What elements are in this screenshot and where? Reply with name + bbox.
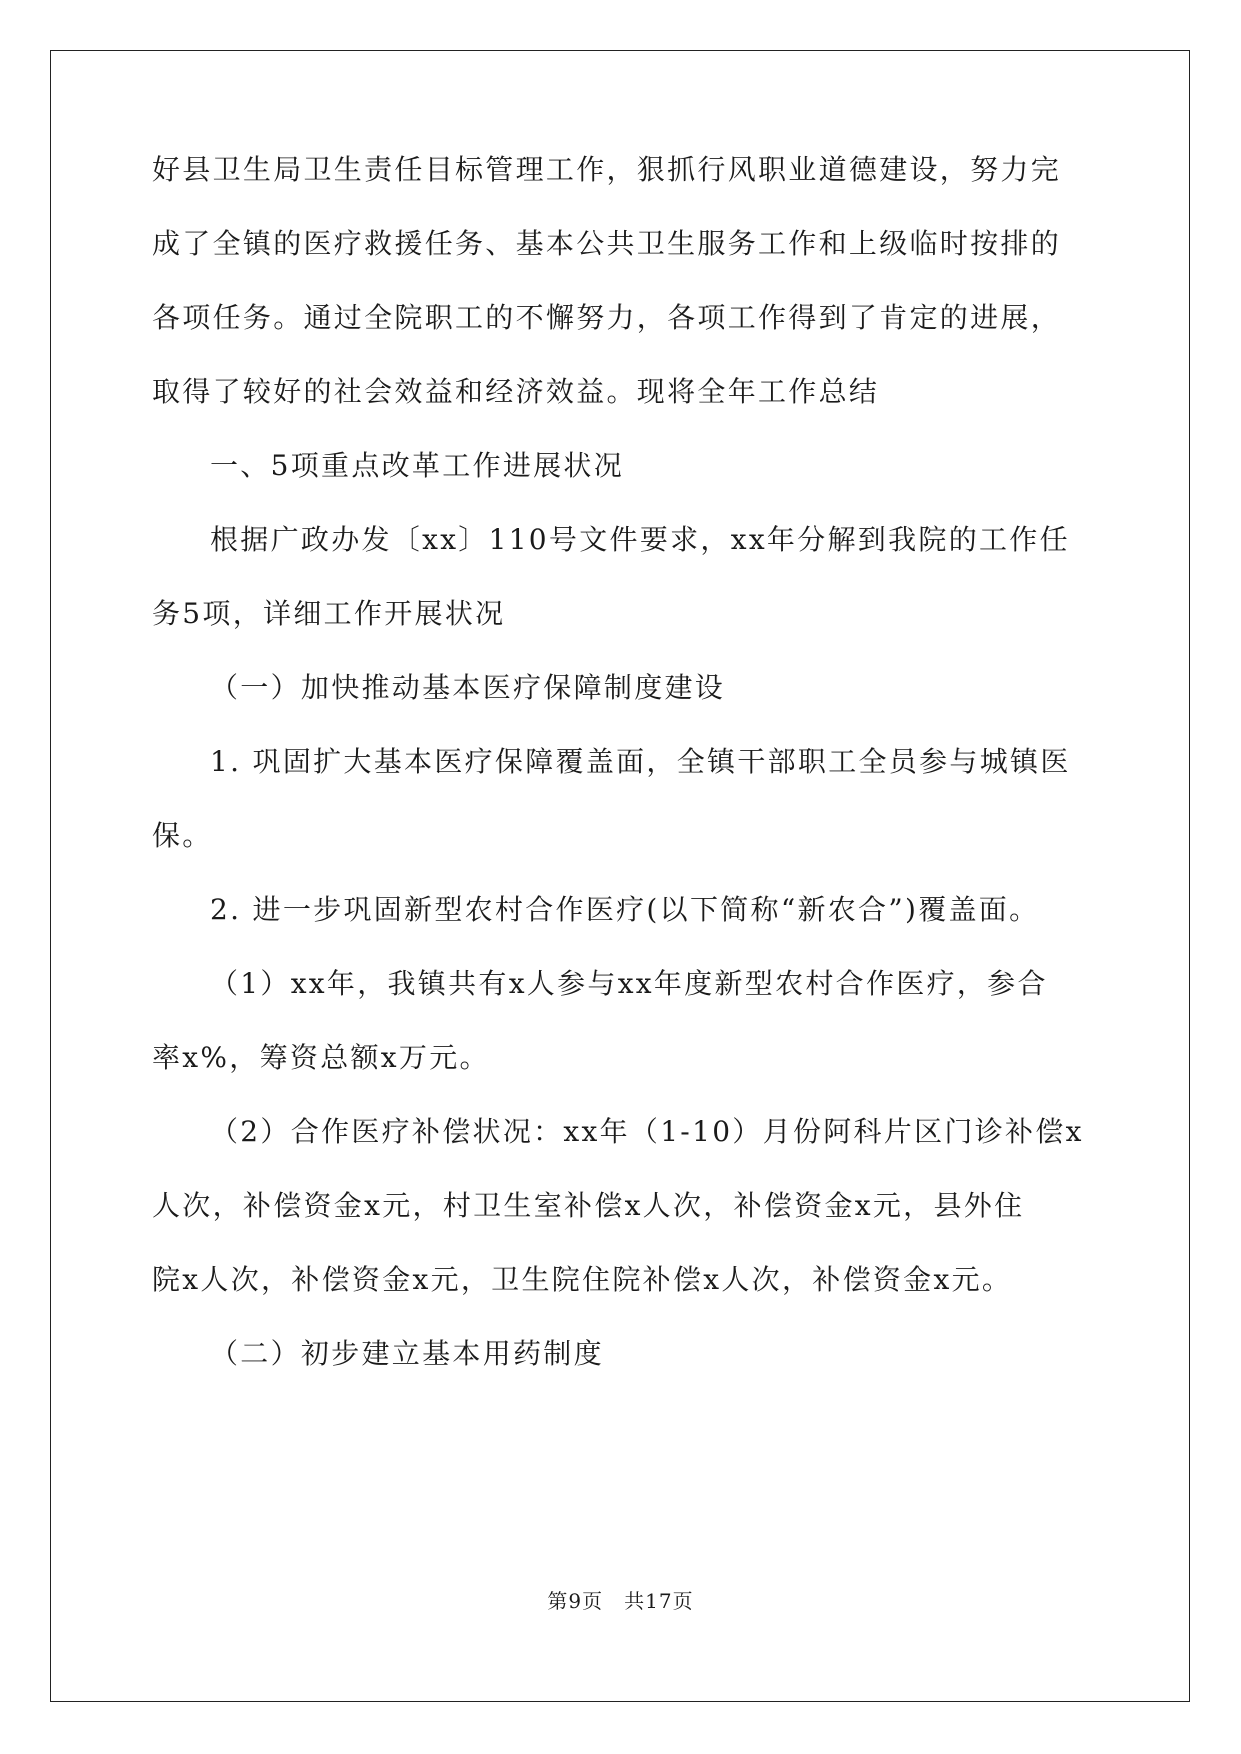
body-text-line: 各项任务。通过全院职工的不懈努力，各项工作得到了肯定的进展，: [152, 301, 1062, 334]
body-text-line: 率x%，筹资总额x万元。: [152, 1041, 490, 1074]
subsection-heading: （一）加快推动基本医疗保障制度建设: [210, 671, 726, 704]
body-text-line: 1. 巩固扩大基本医疗保障覆盖面，全镇干部职工全员参与城镇医: [210, 745, 1071, 778]
section-heading: 一、5项重点改革工作进展状况: [210, 449, 625, 482]
page-number-footer: 第9页 共17页: [547, 1589, 694, 1613]
body-text-line: 院x人次，补偿资金x元，卫生院住院补偿x人次，补偿资金x元。: [152, 1263, 1013, 1296]
body-text-line: （2）合作医疗补偿状况：xx年（1-10）月份阿科片区门诊补偿x: [210, 1115, 1084, 1148]
body-text-line: 根据广政办发〔xx〕110号文件要求，xx年分解到我院的工作任: [210, 523, 1070, 556]
subsection-heading: （二）初步建立基本用药制度: [210, 1337, 604, 1370]
body-text-line: 成了全镇的医疗救援任务、基本公共卫生服务工作和上级临时按排的: [152, 227, 1062, 260]
body-text-line: 好县卫生局卫生责任目标管理工作，狠抓行风职业道德建设，努力完: [152, 153, 1062, 186]
body-text-line: 保。: [152, 819, 213, 852]
body-text-line: 务5项，详细工作开展状况: [152, 597, 506, 630]
body-text-line: 人次，补偿资金x元，村卫生室补偿x人次，补偿资金x元，县外住: [152, 1189, 1025, 1222]
page-border: [50, 50, 1190, 1702]
body-text-line: 取得了较好的社会效益和经济效益。现将全年工作总结: [152, 375, 880, 408]
body-text-line: （1）xx年，我镇共有x人参与xx年度新型农村合作医疗，参合: [210, 967, 1048, 1000]
body-text-line: 2. 进一步巩固新型农村合作医疗(以下简称“新农合”)覆盖面。: [210, 893, 1040, 926]
